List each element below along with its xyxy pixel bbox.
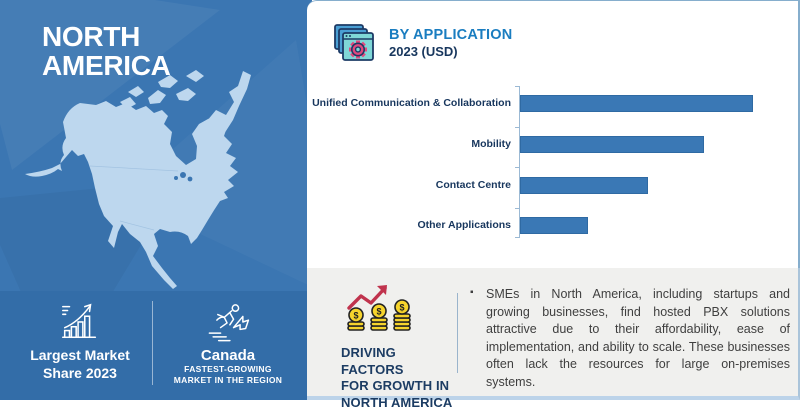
largest-market-stat: [18, 291, 142, 400]
bar-row: [307, 217, 798, 234]
bar: [520, 95, 753, 112]
driving-factors-panel: [307, 268, 800, 410]
chart-subtitle: 2023 (USD): [389, 44, 458, 59]
fastest-growing-sub: [174, 364, 282, 387]
bar: [520, 177, 648, 194]
largest-market-line1: Largest Market: [30, 347, 130, 363]
bar-row: [307, 95, 798, 112]
axis-tick: [515, 127, 519, 128]
bar-track: [520, 136, 753, 153]
bar: [520, 136, 704, 153]
bar-track: [520, 95, 753, 112]
chart-title: BY APPLICATION: [389, 27, 513, 43]
fastest-growing-country: Canada: [200, 347, 256, 364]
driving-title-line1: DRIVING FACTORS: [341, 345, 404, 377]
stats-divider: [152, 301, 153, 385]
region-stats-box: [0, 291, 312, 400]
coins-growth-icon: [341, 282, 419, 334]
bar-track: [520, 177, 753, 194]
bullet-text: SMEs in North America, including startups and growing businesses, find hosted PBX solutions attractive due to their affordability, ease of implementation, and ability to scale. These businesses often lack the resources for large on-premises systems.: [486, 287, 790, 389]
bar-label: Contact Centre: [435, 179, 511, 191]
growth-chart-icon: [57, 299, 103, 343]
bar-label: Mobility: [471, 138, 511, 150]
fastest-growing-stat: [160, 291, 296, 400]
bar-row: [307, 136, 798, 153]
largest-market-label: [30, 347, 130, 382]
fastest-growing-line2: MARKET IN THE REGION: [173, 375, 283, 386]
svg-text:$: $: [353, 310, 359, 321]
page-title-line2: AMERICA: [42, 50, 171, 82]
region-panel: [0, 0, 312, 400]
largest-market-line2: Share 2023: [43, 364, 117, 381]
fastest-growing-line1: FASTEST-GROWING: [184, 364, 272, 374]
bar-label: Other Applications: [417, 219, 511, 231]
bar-row: [307, 177, 798, 194]
bar-track: [520, 217, 753, 234]
axis-tick: [515, 167, 519, 168]
by-application-panel: [307, 0, 800, 268]
svg-text:$: $: [399, 302, 405, 313]
runner-arrow-icon: [202, 299, 254, 345]
by-application-bar-chart: [307, 1, 798, 268]
bar: [520, 217, 588, 234]
driving-factors-title: [341, 345, 461, 412]
svg-text:$: $: [376, 306, 382, 317]
driving-title-line2: FOR GROWTH IN: [341, 378, 450, 394]
axis-tick: [515, 237, 519, 238]
bullet-marker: ▪: [470, 287, 474, 298]
page-title: [42, 22, 171, 81]
north-america-map: [0, 58, 307, 298]
driving-divider: [457, 293, 458, 373]
axis-tick: [515, 208, 519, 209]
driving-title-line3: NORTH AMERICA: [341, 394, 453, 410]
bullet-item: [470, 286, 790, 391]
axis-tick: [515, 86, 519, 87]
bar-label: Unified Communication & Collaboration: [312, 97, 511, 109]
driving-factors-text: [470, 286, 790, 391]
driving-factors-heading: [341, 282, 461, 412]
page-title-line1: NORTH: [42, 21, 141, 52]
